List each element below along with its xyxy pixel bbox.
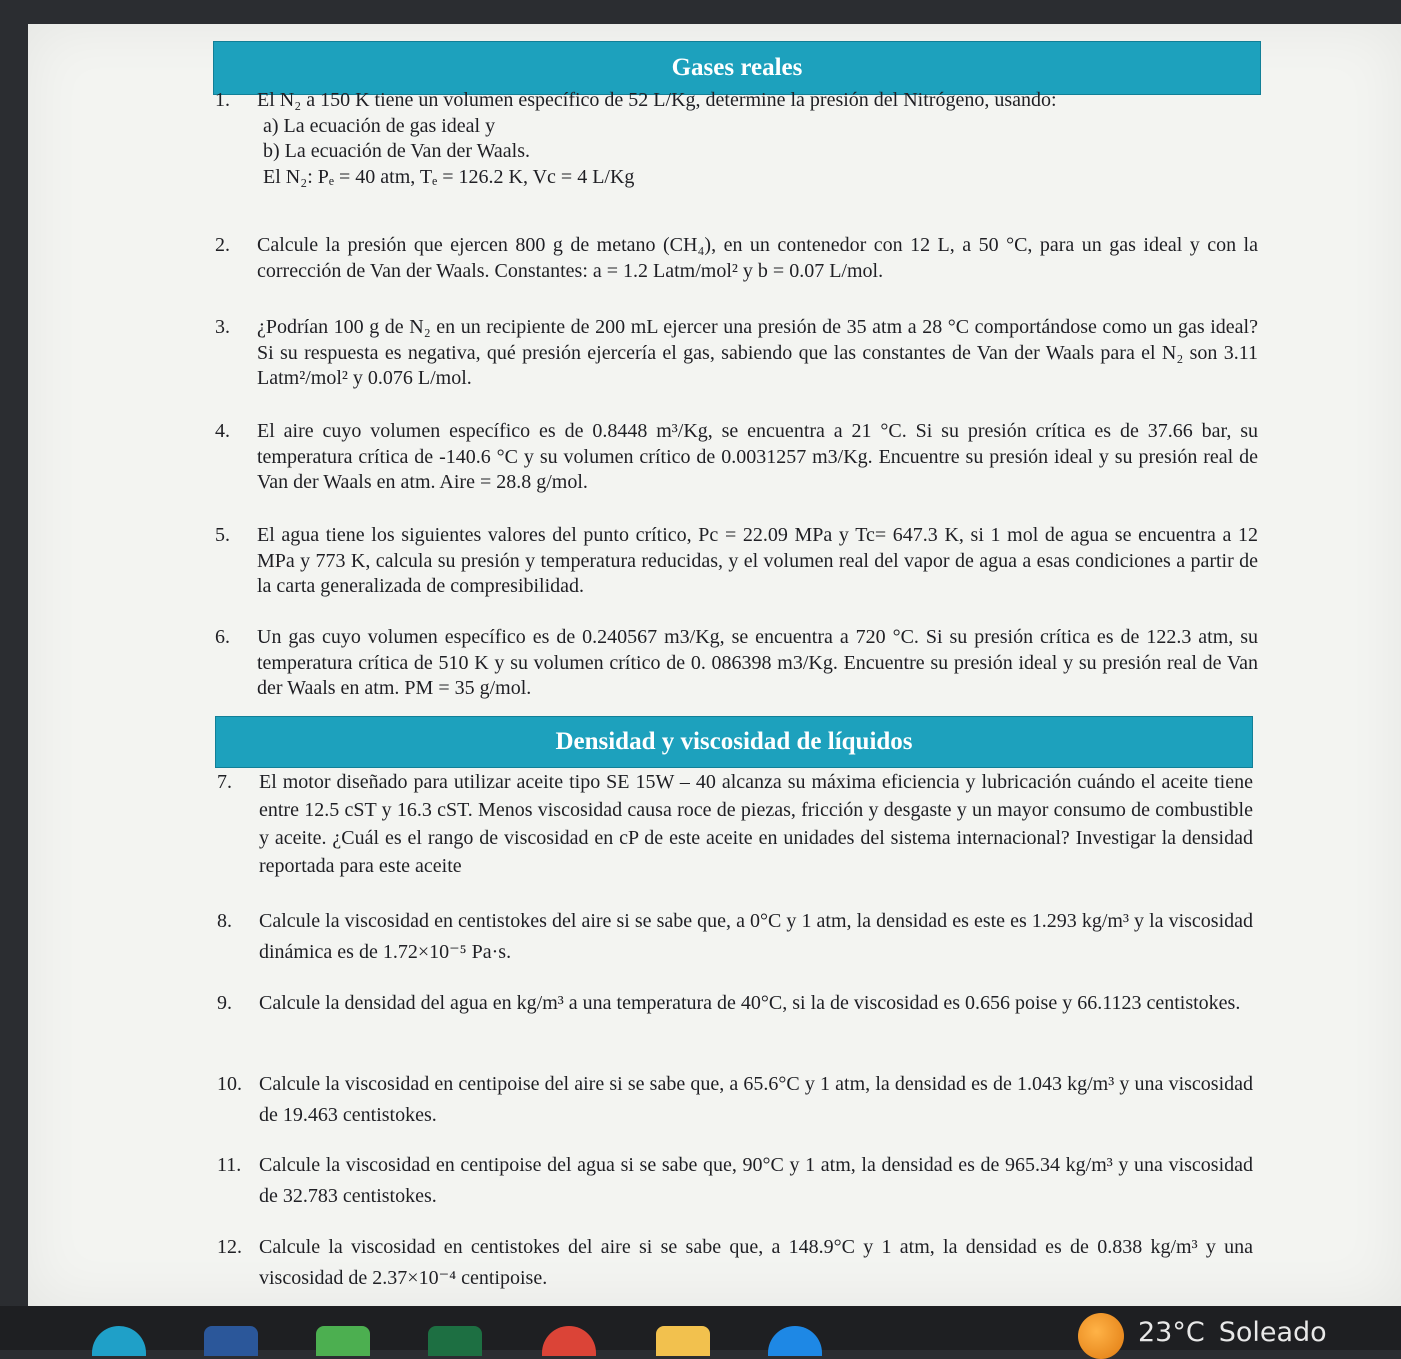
question-number: 4. <box>215 420 230 442</box>
question-number: 8. <box>217 910 232 932</box>
app-icon[interactable] <box>768 1326 822 1356</box>
question-text: Calcule la viscosidad en centistokes del aire si se sabe que, a 148.9°C y 1 atm, la densidad es de 0.838 kg/m³ y una viscosidad de 2.37×10⁻⁴ centipoise. <box>259 1236 1253 1289</box>
document-page <box>28 24 1401 1306</box>
question-text: El agua tiene los siguientes valores del punto crítico, Pc = 22.09 MPa y Tc= 647.3 K, si 1 mol de agua se encuentra a 12 MPa y 773 K, calcula su presión y temperatura reducidas, y el volumen real del vapor de agua a esas condiciones a partir de la carta generalizada de compresibilidad. <box>257 524 1258 597</box>
question-number: 10. <box>217 1073 242 1095</box>
sun-icon <box>1078 1313 1124 1359</box>
question-text: Un gas cuyo volumen específico es de 0.240567 m3/Kg, se encuentra a 720 °C. Si su presión crítica es de 122.3 atm, su temperatura crítica de 510 K y su volumen crítico de 0. 086398 m3/Kg. Encuentre su presión ideal y su presión real de Van der Waals en atm. PM = 35 g/mol. <box>257 626 1258 699</box>
question-number: 6. <box>215 626 230 648</box>
section-header-gases-reales <box>213 41 1261 95</box>
section-title: Gases reales <box>671 54 803 81</box>
chrome-icon[interactable] <box>542 1326 596 1356</box>
question-number: 11. <box>217 1154 242 1176</box>
question-option-b: b) La ecuación de Van der Waals. <box>263 140 530 162</box>
question-text: El aire cuyo volumen específico es de 0.8448 m³/Kg, se encuentra a 21 °C. Si su presión crítica es de 37.66 bar, su temperatura crítica de -140.6 °C y su volumen crítico de 0.0031257 m3/Kg. Encuentre su presión ideal y su presión real de Van der Waals en atm. Aire = 28.8 g/mol. <box>257 420 1258 493</box>
question-data-line: El N₂: Pₑ = 40 atm, Tₑ = 126.2 K, Vc = 4 L/Kg <box>263 165 635 188</box>
charts-app-icon[interactable] <box>316 1326 370 1356</box>
question-text: Calcule la viscosidad en centipoise del aire si se sabe que, a 65.6°C y 1 atm, la densidad es de 1.043 kg/m³ y una viscosidad de 19.463 centistokes. <box>259 1073 1253 1126</box>
weather-description: Soleado <box>1218 1316 1327 1348</box>
question-number: 1. <box>215 89 230 111</box>
excel-icon[interactable] <box>428 1326 482 1356</box>
question-text: ¿Podrían 100 g de N₂ en un recipiente de 200 mL ejercer una presión de 35 atm a 28 °C comportándose como un gas ideal? Si su respuesta es negativa, qué presión ejercería el gas, sabiendo que las constantes de Van der Waals para el N₂ son 3.11 Latm²/mol² y 0.076 L/mol. <box>257 316 1258 389</box>
file-explorer-icon[interactable] <box>656 1326 710 1356</box>
question-number: 12. <box>217 1236 242 1258</box>
weather-widget[interactable] <box>1078 1314 1327 1350</box>
word-icon[interactable] <box>204 1326 258 1356</box>
question-text: Calcule la presión que ejercen 800 g de metano (CH₄), en un contenedor con 12 L, a 50 °C, para un gas ideal y con la corrección de Van der Waals. Constantes: a = 1.2 Latm/mol² y b = 0.07 L/mol. <box>257 234 1258 282</box>
question-number: 9. <box>217 992 232 1014</box>
weather-temperature: 23°C <box>1138 1316 1205 1348</box>
question-option-a: a) La ecuación de gas ideal y <box>263 114 496 137</box>
edge-icon[interactable] <box>92 1326 146 1356</box>
question-text: Calcule la viscosidad en centistokes del aire si se sabe que, a 0°C y 1 atm, la densidad es este es 1.293 kg/m³ y la viscosidad dinámica es de 1.72×10⁻⁵ Pa·s. <box>259 910 1253 963</box>
question-text: El N₂ a 150 K tiene un volumen específico de 52 L/Kg, determine la presión del Nitrógeno, usando: <box>257 89 1057 111</box>
question-number: 7. <box>217 771 232 793</box>
question-text: El motor diseñado para utilizar aceite tipo SE 15W – 40 alcanza su máxima eficiencia y lubricación cuándo el aceite tiene entre 12.5 cST y 16.3 cST. Menos viscosidad causa roce de piezas, fricción y desgaste y un mayor consumo de combustible y aceite. ¿Cuál es el rango de viscosidad en cP de este aceite en unidades del sistema internacional? Investigar la densidad reportada para este aceite <box>259 771 1253 877</box>
question-text: Calcule la viscosidad en centipoise del agua si se sabe que, 90°C y 1 atm, la densidad es de 965.34 kg/m³ y una viscosidad de 32.783 centistokes. <box>259 1154 1253 1207</box>
question-number: 2. <box>215 234 230 256</box>
question-number: 5. <box>215 524 230 546</box>
section-title: Densidad y viscosidad de líquidos <box>555 728 913 755</box>
question-text: Calcule la densidad del agua en kg/m³ a una temperatura de 40°C, si la de viscosidad es 0.656 poise y 66.1123 centistokes. <box>259 992 1241 1014</box>
section-header-densidad-viscosidad <box>215 716 1253 768</box>
question-number: 3. <box>215 316 230 338</box>
